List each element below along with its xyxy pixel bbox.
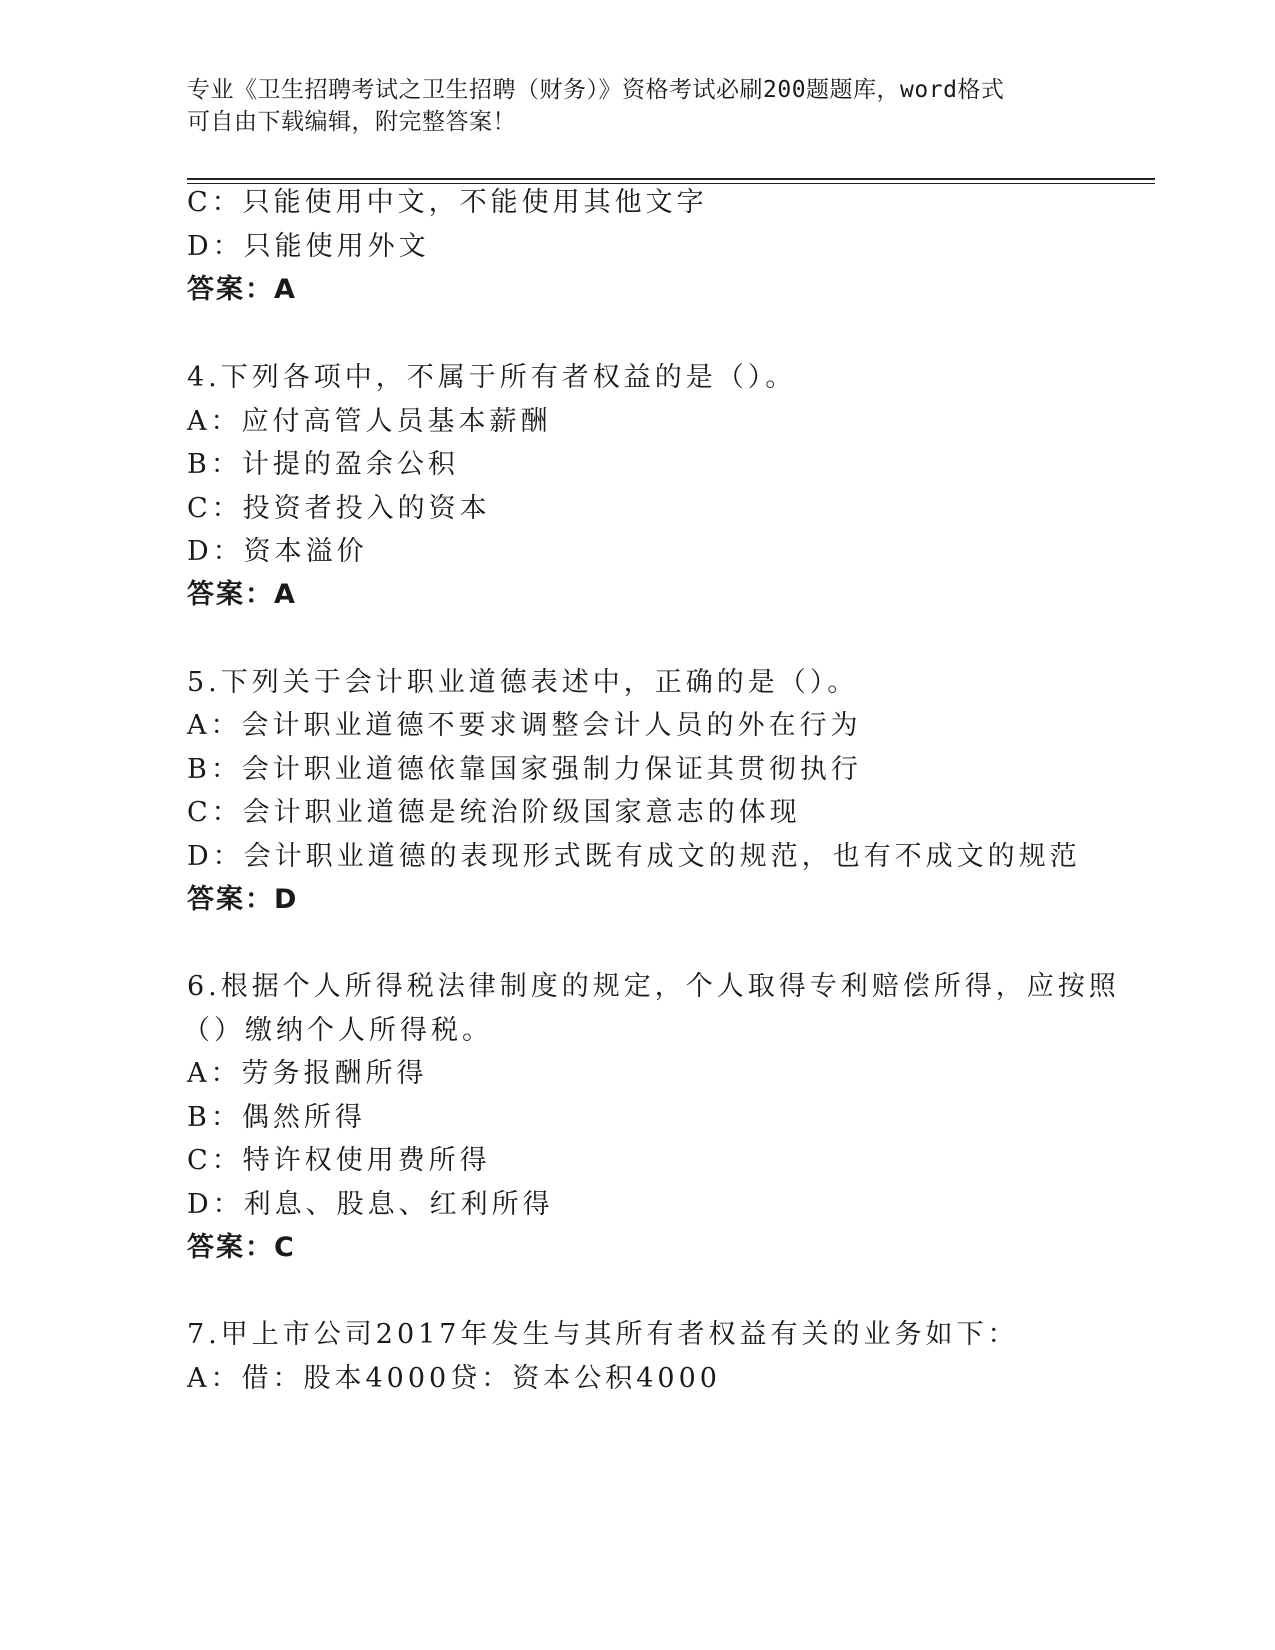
q4-stem: 4.下列各项中，不属于所有者权益的是（）。 bbox=[187, 362, 797, 393]
q6-answer: 答案：C bbox=[187, 1232, 296, 1263]
q6-stem-line-2: （）缴纳个人所得税。 bbox=[183, 1015, 493, 1046]
q5-answer: 答案：D bbox=[187, 884, 299, 915]
header-divider-thin bbox=[187, 183, 1155, 184]
header-title-line-2: 可自由下载编辑，附完整答案！ bbox=[187, 109, 516, 135]
q4-option-a: A：应付高管人员基本薪酬 bbox=[187, 406, 552, 437]
q4-option-c: C：投资者投入的资本 bbox=[187, 493, 491, 524]
q7-stem: 7.甲上市公司2017年发生与其所有者权益有关的业务如下： bbox=[187, 1319, 1019, 1350]
header-title-line-1: 专业《卫生招聘考试之卫生招聘（财务）》资格考试必刷200题题库，word格式 bbox=[187, 77, 1005, 103]
header-divider-thick bbox=[187, 178, 1155, 180]
q4-answer: 答案：A bbox=[187, 579, 297, 610]
q5-option-a: A：会计职业道德不要求调整会计人员的外在行为 bbox=[187, 710, 862, 741]
q7-option-a: A：借：股本4000贷：资本公积4000 bbox=[187, 1363, 721, 1394]
q3-answer: 答案：A bbox=[187, 274, 297, 305]
page-header bbox=[187, 74, 1087, 138]
q6-stem-line-1: 6.根据个人所得税法律制度的规定，个人取得专利赔偿所得，应按照 bbox=[187, 971, 1120, 1002]
q6-option-d: D：利息、股息、红利所得 bbox=[187, 1189, 554, 1220]
q6-option-a: A：劳务报酬所得 bbox=[187, 1058, 428, 1089]
q5-option-b: B：会计职业道德依靠国家强制力保证其贯彻执行 bbox=[187, 754, 862, 785]
q3-option-d: D：只能使用外文 bbox=[187, 231, 430, 262]
q5-option-d: D：会计职业道德的表现形式既有成文的规范，也有不成文的规范 bbox=[187, 841, 1081, 872]
q6-option-c: C：特许权使用费所得 bbox=[187, 1145, 491, 1176]
q6-option-b: B：偶然所得 bbox=[187, 1102, 366, 1133]
q4-option-d: D：资本溢价 bbox=[187, 536, 368, 567]
q3-option-c: C：只能使用中文，不能使用其他文字 bbox=[187, 187, 708, 218]
q4-option-b: B：计提的盈余公积 bbox=[187, 449, 459, 480]
q5-stem: 5.下列关于会计职业道德表述中，正确的是（）。 bbox=[187, 667, 859, 698]
q5-option-c: C：会计职业道德是统治阶级国家意志的体现 bbox=[187, 797, 801, 828]
